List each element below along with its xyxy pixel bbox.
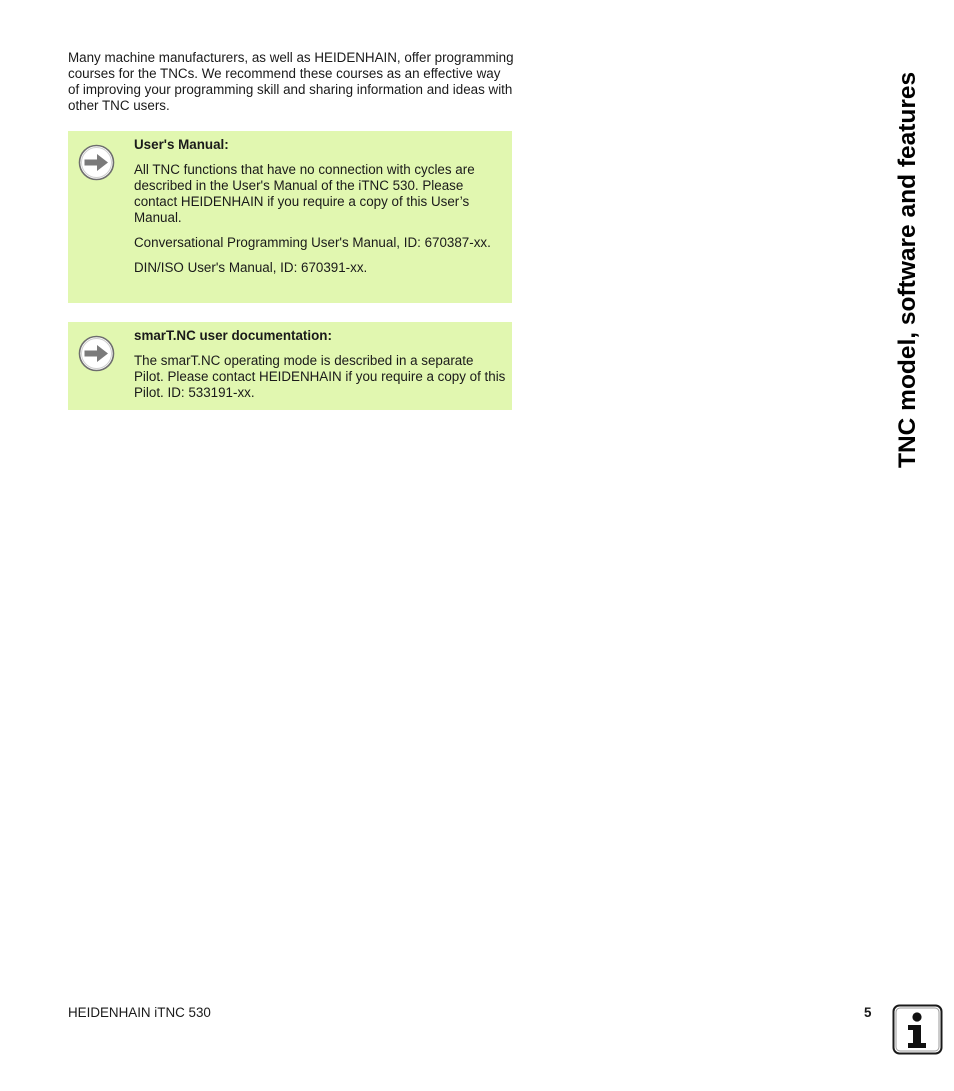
users-manual-note — [68, 131, 512, 303]
note-title: smarT.NC user documentation: — [134, 328, 332, 343]
note-body — [134, 328, 506, 410]
note-body — [134, 137, 506, 285]
arrow-right-circle-icon — [78, 144, 115, 181]
page-number: 5 — [864, 1005, 872, 1020]
note-paragraph: Conversational Programming User's Manual, ID: 670387-xx. — [134, 235, 491, 250]
info-icon — [892, 1004, 944, 1056]
intro-paragraph: Many machine manufacturers, as well as HEIDENHAIN, offer programming courses for the TNCs. We recommend these courses as an effective way of improving your programming skill and sharing information and ideas with other TNC users. — [68, 50, 514, 113]
footer-product-name: HEIDENHAIN iTNC 530 — [68, 1005, 211, 1020]
note-paragraph: The smarT.NC operating mode is described in a separate Pilot. Please contact HEIDENHAIN if you require a copy of this Pilot. ID: 533191-xx. — [134, 353, 506, 400]
note-title: User's Manual: — [134, 137, 229, 152]
smartnc-documentation-note — [68, 322, 512, 410]
chapter-side-title: TNC model, software and features — [894, 71, 921, 468]
note-paragraph: All TNC functions that have no connection with cycles are described in the User's Manual of the iTNC 530. Please contact HEIDENHAIN if you require a copy of this User’s Manual. — [134, 162, 475, 225]
arrow-right-circle-icon — [78, 335, 115, 372]
note-paragraph: DIN/ISO User's Manual, ID: 670391-xx. — [134, 260, 368, 275]
